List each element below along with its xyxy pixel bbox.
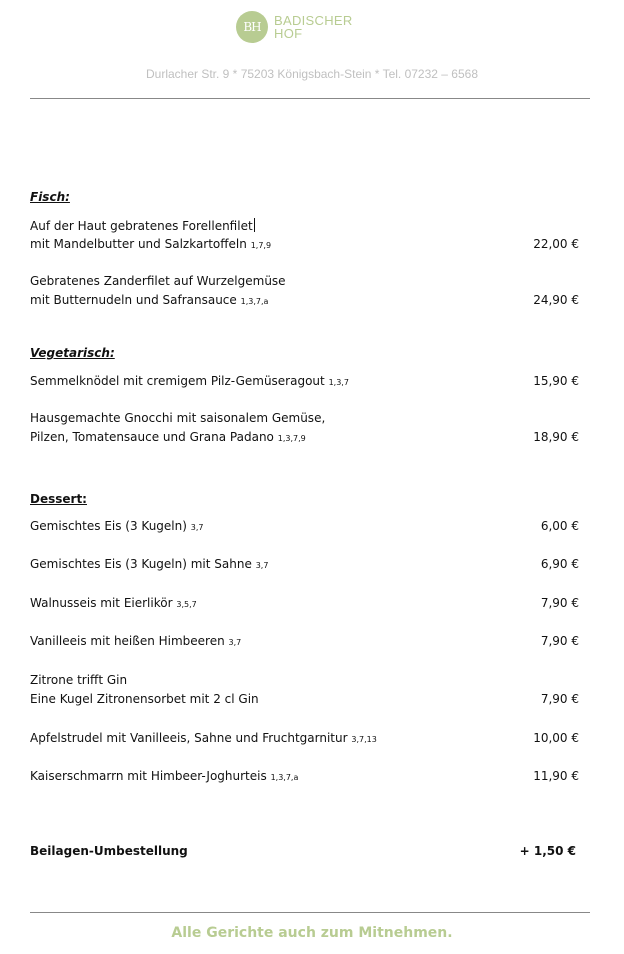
menu-item-name: Semmelknödel mit cremigem Pilz-Gemüseragout 1,3,7	[30, 374, 349, 388]
menu-item-description: mit Mandelbutter und Salzkartoffeln 1,7,9	[30, 237, 272, 251]
allergen-codes: 1,3,7,a	[270, 773, 299, 782]
menu-item-name: Kaiserschmarrn mit Himbeer-Joghurteis 1,3,7,a	[30, 769, 299, 783]
menu-item-price: 6,90 €	[540, 557, 579, 571]
allergen-codes: 1,3,7,9	[277, 434, 306, 443]
menu-item-name: Zitrone trifft Gin	[30, 673, 128, 687]
menu-item-price: 7,90 €	[540, 634, 579, 648]
menu-item-price: 7,90 €	[540, 596, 579, 610]
address-line: Durlacher Str. 9 * 75203 Königsbach-Stein * Tel. 07232 – 6568	[145, 67, 478, 81]
menu-item-name: Hausgemachte Gnocchi mit saisonalem Gemüse,	[30, 411, 326, 425]
allergen-codes: 3,7	[228, 638, 242, 647]
allergen-codes: 3,5,7	[176, 600, 197, 609]
surcharge-label: Beilagen-Umbestellung	[30, 844, 188, 858]
allergen-codes: 3,7,13	[351, 735, 377, 744]
menu-item-price: 22,00 €	[533, 237, 579, 251]
menu-item-price: 15,90 €	[533, 374, 579, 388]
menu-item-name: Gemischtes Eis (3 Kugeln) mit Sahne 3,7	[30, 557, 269, 571]
logo-wordmark: BADISCHER HOF	[274, 13, 353, 41]
text-cursor	[254, 218, 255, 232]
menu-item-price: 24,90 €	[533, 293, 579, 307]
menu-item-price: 10,00 €	[533, 731, 579, 745]
menu-item-name: Gemischtes Eis (3 Kugeln) 3,7	[30, 519, 204, 533]
logo-monogram-icon: BH	[236, 11, 268, 43]
menu-item-price: 18,90 €	[533, 430, 579, 444]
footer-takeaway-note: Alle Gerichte auch zum Mitnehmen.	[171, 925, 453, 941]
header-divider	[30, 98, 590, 99]
menu-item-name: Walnusseis mit Eierlikör 3,5,7	[30, 596, 197, 610]
menu-item-name: Vanilleeis mit heißen Himbeeren 3,7	[30, 634, 242, 648]
allergen-codes: 1,3,7	[328, 378, 349, 387]
surcharge-price: + 1,50 €	[519, 844, 576, 858]
menu-item-price: 11,90 €	[533, 769, 579, 783]
menu-item-name: Gebratenes Zanderfilet auf Wurzelgemüse	[30, 274, 286, 288]
menu-item-description: mit Butternudeln und Safransauce 1,3,7,a	[30, 293, 269, 307]
menu-item-name: Apfelstrudel mit Vanilleeis, Sahne und Fruchtgarnitur 3,7,13	[30, 731, 377, 745]
menu-item-description: Pilzen, Tomatensauce und Grana Padano 1,3,7,9	[30, 430, 306, 444]
section-title-dessert: Dessert:	[30, 492, 87, 506]
menu-item-price: 7,90 €	[540, 692, 579, 706]
allergen-codes: 1,7,9	[250, 241, 272, 250]
menu-item-description: Eine Kugel Zitronensorbet mit 2 cl Gin	[30, 692, 259, 706]
section-title-vegetarisch: Vegetarisch:	[30, 346, 115, 360]
menu-item-name: Auf der Haut gebratenes Forellenfilet	[30, 219, 253, 233]
section-title-fisch: Fisch:	[30, 190, 70, 204]
allergen-codes: 3,7	[190, 523, 204, 532]
logo	[236, 10, 353, 44]
menu-item-price: 6,00 €	[540, 519, 579, 533]
allergen-codes: 3,7	[255, 561, 269, 570]
allergen-codes: 1,3,7,a	[240, 297, 269, 306]
footer-divider	[30, 912, 590, 913]
